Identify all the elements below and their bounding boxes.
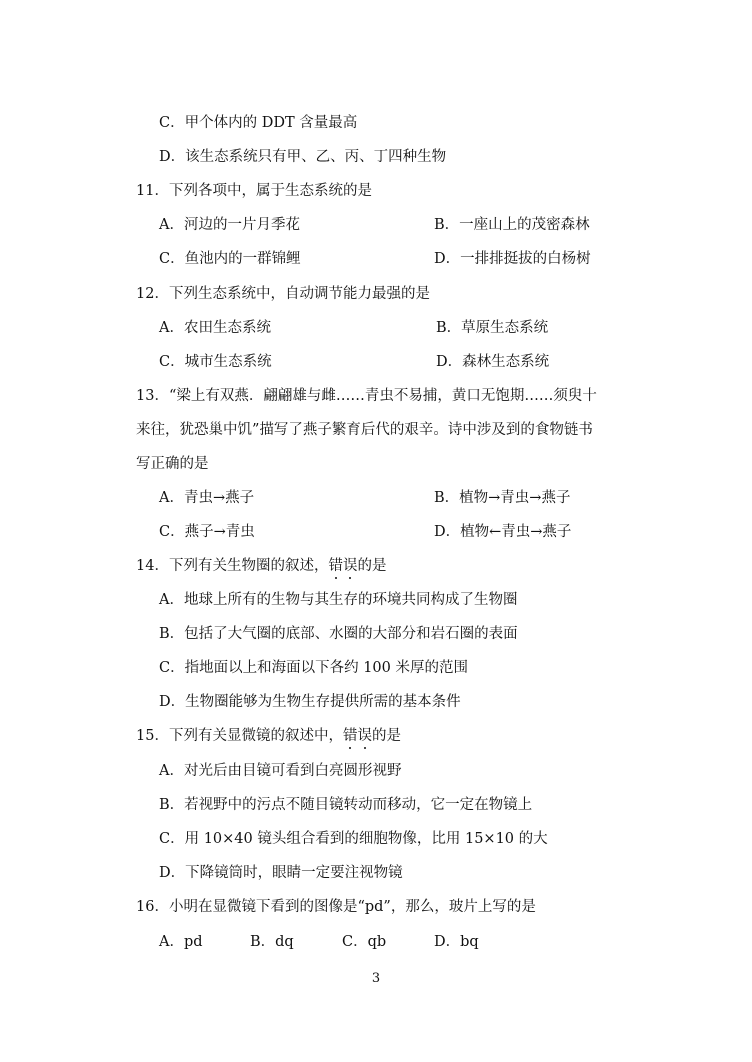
page-number: 3 (371, 971, 381, 986)
q11-option-d: D．一排排挺拔的白杨树 (434, 251, 591, 267)
q11-stem: 11．下列各项中，属于生态系统的是 (136, 183, 372, 199)
q16-option-d: D．bq (434, 934, 479, 950)
q15-stem-suffix: 的是 (371, 728, 401, 744)
q15-option-c: C．用 10×40 镜头组合看到的细胞物像，比用 15×10 的大 (159, 831, 548, 847)
q13-option-d: D．植物←青虫→燕子 (434, 524, 572, 540)
q14-stem-prefix: 14．下列有关生物圈的叙述， (136, 558, 329, 574)
q16-option-c: C．qb (342, 934, 387, 950)
q14-option-b: B．包括了大气圈的底部、水圈的大部分和岩石圈的表面 (159, 626, 518, 642)
q14-option-d: D．生物圈能够为生物生存提供所需的基本条件 (159, 694, 461, 710)
q15-stem-prefix: 15．下列有关显微镜的叙述中， (136, 728, 343, 744)
q11-option-c: C．鱼池内的一群锦鲤 (159, 251, 301, 267)
q13-stem-line3: 写正确的是 (136, 456, 209, 472)
q12-option-a: A．农田生态系统 (159, 320, 271, 336)
q15-option-b: B．若视野中的污点不随目镜转动而移动，它一定在物镜上 (159, 797, 533, 813)
q12-option-c: C．城市生态系统 (159, 354, 272, 370)
q14-emphasis-char-1: 错 (328, 558, 343, 574)
q16-option-b: B．dq (250, 934, 294, 950)
q16-stem: 16．小明在显微镜下看到的图像是“pd”，那么，玻片上写的是 (136, 899, 536, 915)
q15-option-a: A．对光后由目镜可看到白亮圆形视野 (159, 763, 402, 779)
q13-option-c: C．燕子→青虫 (159, 524, 255, 540)
q13-stem-line1: 13．“梁上有双燕．翩翩雄与雌……青虫不易捕，黄口无饱期……须臾十 (136, 388, 597, 404)
q13-stem-line2: 来往，犹恐巢中饥”描写了燕子繁育后代的艰辛。诗中涉及到的食物链书 (136, 422, 593, 438)
q14-stem (136, 556, 386, 576)
q14-stem-suffix: 的是 (357, 558, 387, 574)
q11-option-a: A．河边的一片月季花 (159, 217, 300, 233)
q10-option-d: D．该生态系统只有甲、乙、丙、丁四种生物 (159, 149, 447, 165)
q14-option-a: A．地球上所有的生物与其生存的环境共同构成了生物圈 (159, 592, 518, 608)
q14-emphasis-char-2: 误 (342, 558, 358, 574)
q15-option-d: D．下降镜筒时，眼睛一定要注视物镜 (159, 865, 403, 881)
q12-option-b: B．草原生态系统 (436, 320, 549, 336)
q12-option-d: D．森林生态系统 (436, 354, 550, 370)
q10-option-c: C．甲个体内的 DDT 含量最高 (159, 115, 358, 131)
q13-option-b: B．植物→青虫→燕子 (434, 490, 571, 506)
q15-emphasis-char-1: 错 (342, 728, 358, 744)
q14-option-c: C．指地面以上和海面以下各约 100 米厚的范围 (159, 660, 468, 676)
q16-option-a: A．pd (159, 934, 203, 950)
q11-option-b: B．一座山上的茂密森林 (434, 217, 590, 233)
q15-stem (136, 726, 401, 746)
q13-option-a: A．青虫→燕子 (159, 490, 255, 506)
q12-stem: 12．下列生态系统中，自动调节能力最强的是 (136, 286, 430, 302)
q15-emphasis-char-2: 误 (357, 728, 372, 744)
